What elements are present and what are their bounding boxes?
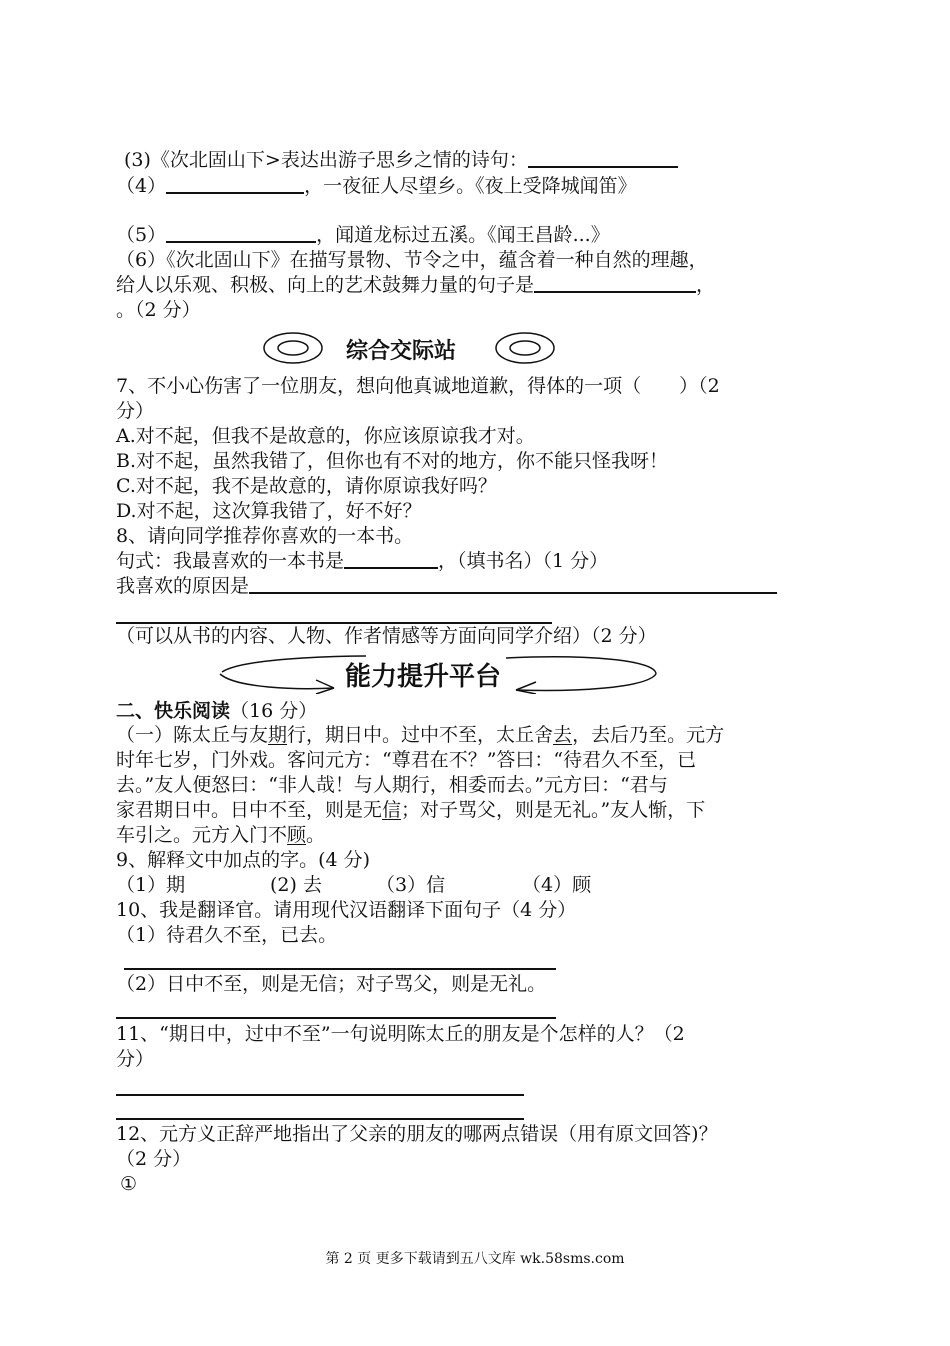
poem-line-5: （5） ，闻道龙标过五溪。《闻王昌龄...》 [116,224,610,246]
q9-item-3: （3）信 [376,874,446,896]
poem-line-4: （4） ，一夜征人尽望乡。《夜上受降城闻笛》 [116,175,637,197]
answer-blank[interactable] [166,223,316,243]
passage-line-4: 家君期日中。日中不至，则是无信；对子骂父，则是无礼。”友人惭，下 [116,799,706,821]
q12-stem-cont: （2 分） [116,1148,192,1170]
q9-item-1: （1）期 [116,874,186,896]
q8-hint: （可以从书的内容、人物、作者情感等方面向同学介绍）（2 分） [116,625,657,647]
q7-option-d[interactable]: D.对不起，这次算我错了，好不好？ [116,500,422,522]
q7-stem-cont: 分） [116,400,155,422]
ring-left-icon [262,330,324,366]
q7-option-c[interactable]: C.对不起，我不是故意的，请你原谅我好吗？ [116,475,497,497]
answer-line[interactable] [116,1118,524,1120]
q9-item-4: （4）顾 [522,874,592,896]
q10-sentence-2: （2）日中不至，则是无信；对子骂父，则是无礼。 [116,973,547,995]
answer-blank[interactable] [534,273,696,293]
passage-line-1: （一）陈太丘与友期行，期日中。过中不至，太丘舍去，去后乃至。元方 [116,724,725,746]
page-footer: 第 2 页 更多下载请到五八文库 wk.58sms.com [325,1251,625,1267]
passage-line-2: 时年七岁，门外戏。客问元方：“尊君在不？”答曰：“待君久不至，已 [116,749,697,771]
answer-blank[interactable] [166,174,304,194]
q10-sentence-1: （1）待君久不至，已去。 [116,924,338,946]
q9-item-2: (2) 去 [270,874,322,896]
q7-option-a[interactable]: A.对不起，但我不是故意的，你应该原谅我才对。 [116,425,535,447]
poem-line-6a: （6）《次北固山下》在描写景物、节令之中，蕴含着一种自然的理趣， [116,249,708,271]
book-name-blank[interactable] [344,549,438,569]
marked-char-qi: 期 [268,724,288,746]
q10-stem: 10、我是翻译官。请用现代汉语翻译下面句子（4 分） [116,899,577,921]
answer-line[interactable] [116,1017,556,1019]
q8-sentence-pattern: 句式：我最喜欢的一本书是 ，（填书名）（1 分） [116,550,609,572]
q7-stem: 7、不小心伤害了一位朋友，想向他真诚地道歉，得体的一项（ ）（2 [116,375,720,397]
poem-line-6c: 。（2 分） [116,299,201,321]
answer-line[interactable] [116,1094,524,1096]
marked-char-gu: 顾 [287,824,307,846]
q11-stem: 11、“期日中，过中不至”一句说明陈太丘的朋友是个怎样的人？（2 [116,1023,685,1045]
section-banner-ability: 能力提升平台 [345,662,502,692]
reading-heading: 二、快乐阅读（16 分） [116,700,318,722]
marked-char-xin: 信 [382,799,402,821]
q9-stem: 9、解释文中加点的字。(4 分) [116,849,371,871]
ring-right-icon [494,330,556,366]
marked-char-qu: 去 [553,724,573,746]
q8-reason: 我喜欢的原因是 [116,574,777,598]
q12-stem: 12、元方义正辞严地指出了父亲的朋友的哪两点错误（用有原文回答)？ [116,1123,718,1145]
poem-line-6b: 给人以乐观、积极、向上的艺术鼓舞力量的句子是 ， [116,274,716,296]
q12-answer-mark: ① [120,1173,138,1195]
answer-line[interactable] [124,968,556,970]
passage-line-5: 车引之。元方入门不顾。 [116,824,326,846]
poem-line-3: (3)《次北固山下>表达出游子思乡之情的诗句： [124,148,678,172]
q11-stem-cont: 分） [116,1048,155,1070]
reason-blank[interactable] [249,574,777,594]
answer-blank[interactable] [528,148,678,168]
passage-line-3: 去。”友人便怒曰：“非人哉！与人期行，相委而去。”元方曰：“君与 [116,774,668,796]
section-banner-communication: 综合交际站 [346,339,457,364]
q7-option-b[interactable]: B.对不起，虽然我错了，但你也有不对的地方，你不能只怪我呀！ [116,450,669,472]
q8-stem: 8、请向同学推荐你喜欢的一本书。 [116,525,414,547]
